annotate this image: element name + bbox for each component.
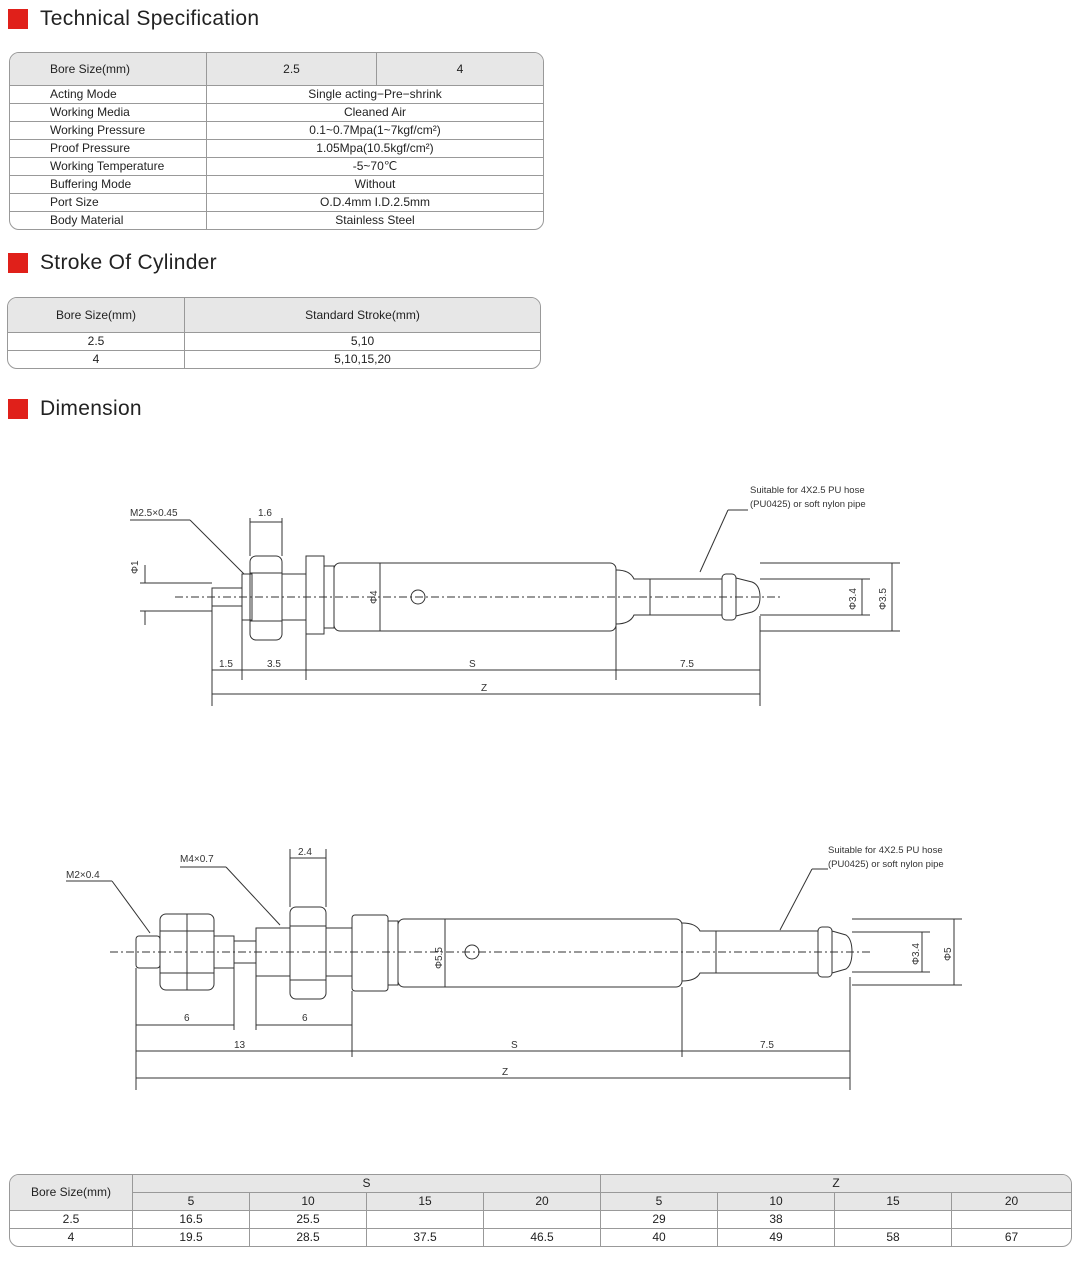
value-cell: 19.5 [133, 1229, 250, 1247]
row-label: Proof Pressure [10, 140, 207, 158]
phi-body-label: Φ5.5 [434, 947, 445, 969]
value-cell [367, 1211, 484, 1229]
value-cell: 28.5 [250, 1229, 367, 1247]
dim-label: 3.5 [267, 659, 281, 670]
table-row [10, 122, 543, 140]
table-row [10, 140, 543, 158]
value-cell: 49 [718, 1229, 835, 1247]
table-row [10, 1211, 1071, 1229]
table-header: Bore Size(mm) [10, 1175, 133, 1211]
section-marker-icon [8, 9, 28, 29]
row-label: Buffering Mode [10, 176, 207, 194]
section-marker-icon [8, 253, 28, 273]
table-row [10, 194, 543, 212]
dim-label: 1.5 [219, 659, 233, 670]
dim-label: S [511, 1040, 518, 1051]
hose-note: Suitable for 4X2.5 PU hose [828, 845, 943, 856]
phi-port-out-label: Φ3.5 [878, 588, 889, 610]
row-value: Cleaned Air [207, 104, 544, 122]
row-label: Port Size [10, 194, 207, 212]
row-label: Acting Mode [10, 86, 207, 104]
hose-note: Suitable for 4X2.5 PU hose [750, 485, 865, 496]
dim-label: 6 [302, 1013, 308, 1024]
section-title: Dimension [40, 397, 142, 420]
row-value: O.D.4mm I.D.2.5mm [207, 194, 544, 212]
stroke-cell: 5,10 [185, 333, 541, 351]
table-header: 2.5 [207, 53, 377, 86]
phi-port-in-label: Φ3.4 [848, 588, 859, 610]
section-title: Technical Specification [40, 7, 260, 30]
section-dimension [8, 397, 142, 421]
table-header: Standard Stroke(mm) [185, 298, 541, 333]
section-title: Stroke Of Cylinder [40, 251, 217, 274]
phi-rod-label: Φ1 [130, 560, 141, 574]
row-value: Without [207, 176, 544, 194]
dim-label: Z [502, 1067, 509, 1078]
dimension-table [9, 1174, 1072, 1247]
table-header: S [133, 1175, 601, 1193]
bore-cell: 2.5 [8, 333, 185, 351]
bore-cell: 2.5 [10, 1211, 133, 1229]
dim-label: S [469, 659, 476, 670]
phi-port-out-label: Φ5 [943, 947, 954, 961]
thread-rod-label: M2×0.4 [66, 870, 100, 881]
value-cell [484, 1211, 601, 1229]
thread-label: M2.5×0.45 [130, 508, 178, 519]
value-cell: 38 [718, 1211, 835, 1229]
table-header: Z [601, 1175, 1072, 1193]
table-header: 15 [367, 1193, 484, 1211]
table-header: 20 [484, 1193, 601, 1211]
hose-note: (PU0425) or soft nylon pipe [750, 499, 866, 510]
table-header: 5 [133, 1193, 250, 1211]
value-cell: 25.5 [250, 1211, 367, 1229]
table-header: 4 [377, 53, 544, 86]
table-row [10, 104, 543, 122]
table-row [8, 333, 540, 351]
stroke-table [7, 297, 541, 369]
table-header: Bore Size(mm) [8, 298, 185, 333]
table-header: 5 [601, 1193, 718, 1211]
table-header: 10 [718, 1193, 835, 1211]
bore-cell: 4 [8, 351, 185, 369]
row-value: -5~70℃ [207, 158, 544, 176]
value-cell [835, 1211, 952, 1229]
row-value: Stainless Steel [335, 213, 415, 227]
row-value: 0.1~0.7Mpa(1~7kgf/cm²) [207, 122, 544, 140]
dim-label: 7.5 [680, 659, 694, 670]
value-cell [952, 1211, 1072, 1229]
row-label: Working Temperature [10, 158, 207, 176]
dim-label: 13 [234, 1040, 246, 1051]
table-header: 10 [250, 1193, 367, 1211]
table-header: Bore Size(mm) [10, 53, 207, 86]
value-cell: 40 [601, 1229, 718, 1247]
table-row [10, 86, 543, 104]
row-value: Single acting−Pre−shrink [207, 86, 544, 104]
phi-port-in-label: Φ3.4 [911, 943, 922, 965]
table-row [10, 1229, 1071, 1247]
value-cell: 46.5 [484, 1229, 601, 1247]
table-row [10, 212, 543, 230]
thread-nut-label: M4×0.7 [180, 854, 214, 865]
value-cell: 37.5 [367, 1229, 484, 1247]
value-cell: 58 [835, 1229, 952, 1247]
section-marker-icon [8, 399, 28, 419]
value-cell: 16.5 [133, 1211, 250, 1229]
hose-note: (PU0425) or soft nylon pipe [828, 859, 944, 870]
dim-label: 7.5 [760, 1040, 774, 1051]
table-row [10, 158, 543, 176]
stroke-cell: 5,10,15,20 [334, 352, 391, 366]
phi-body-label: Φ4 [369, 590, 380, 604]
table-header: 15 [835, 1193, 952, 1211]
table-row [8, 351, 540, 369]
dim-label: 6 [184, 1013, 190, 1024]
table-row [10, 176, 543, 194]
nut-width-label: 2.4 [298, 847, 312, 858]
value-cell: 29 [601, 1211, 718, 1229]
dimension-drawing-2 [0, 835, 1082, 1100]
dimension-drawing-1 [0, 470, 1082, 720]
row-value: 1.05Mpa(10.5kgf/cm²) [207, 140, 544, 158]
nut-width-label: 1.6 [258, 508, 272, 519]
value-cell: 67 [1004, 1230, 1019, 1244]
row-label: Working Media [10, 104, 207, 122]
section-stroke-of-cylinder [8, 251, 217, 275]
section-technical-specification [8, 7, 259, 31]
bore-cell: 4 [10, 1229, 133, 1247]
table-header: 20 [952, 1193, 1072, 1211]
tech-spec-table [9, 52, 544, 230]
row-label: Body Material [10, 212, 207, 230]
dim-label: Z [481, 683, 488, 694]
row-label: Working Pressure [10, 122, 207, 140]
